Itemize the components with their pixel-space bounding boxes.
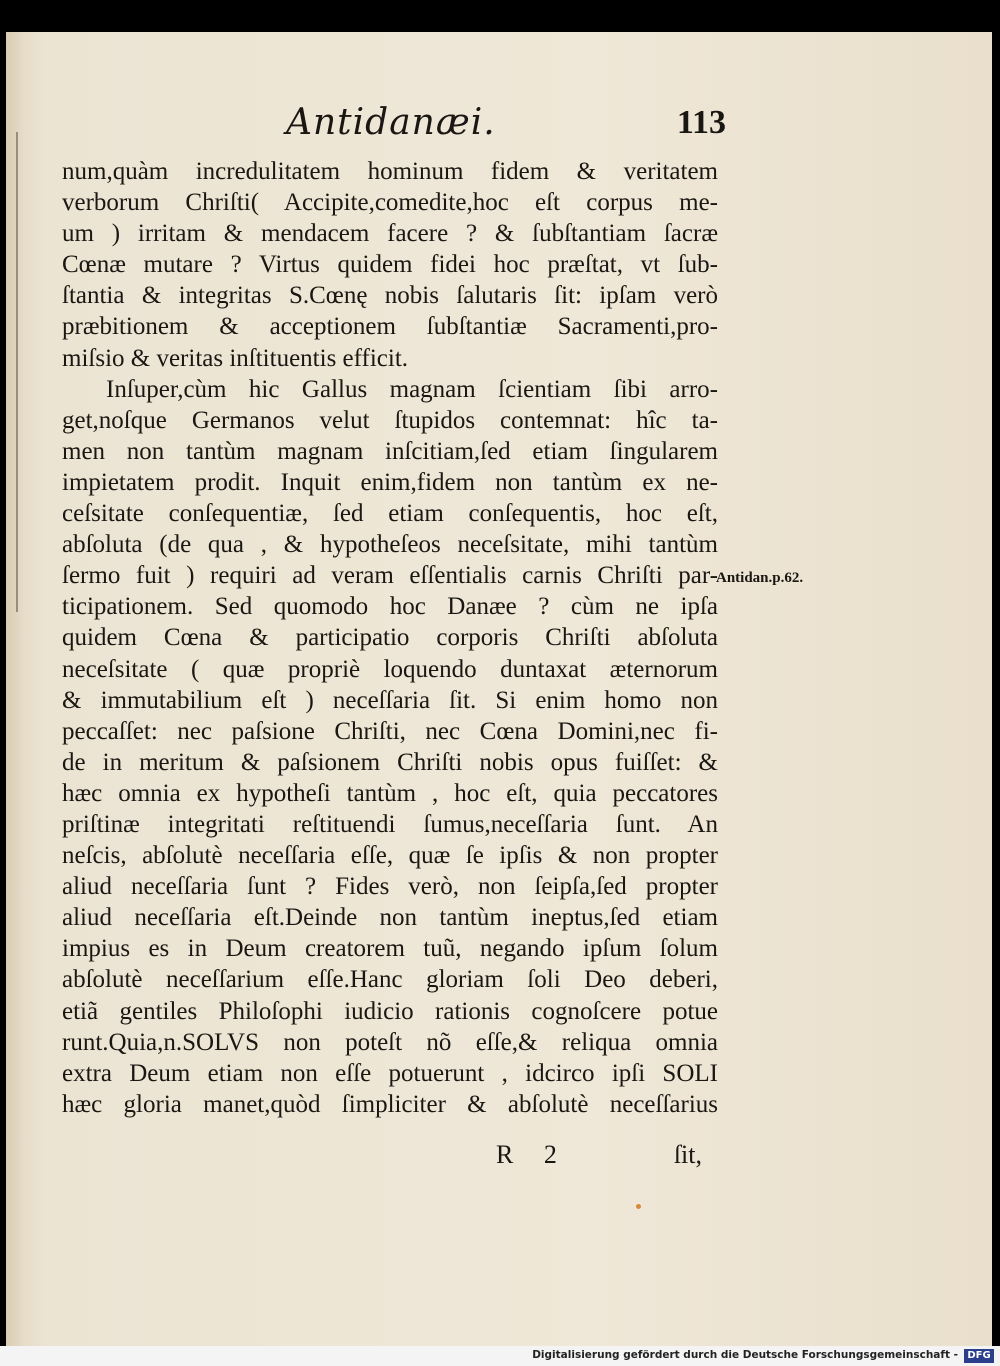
- text-line: etiã gentiles Philoſophi iudicio rationis cognoſcere potue: [62, 997, 718, 1025]
- text-line: men non tantùm magnam inſcitiam,ſed etiam ſingularem: [62, 437, 718, 465]
- running-head: [286, 102, 726, 152]
- text-line: get,noſque Germanos velut ſtupidos contemnat: hîc ta-: [62, 406, 718, 434]
- text-line: priſtinæ integritati reſtituendi ſumus,neceſſaria ſunt. An: [62, 810, 718, 838]
- text-line: runt.Quia,n.SOLVS non poteſt nõ eſſe,& reliqua omnia: [62, 1028, 718, 1056]
- book-page: [6, 32, 992, 1350]
- text-line: extra Deum etiam non eſſe potuerunt , idcirco ipſi SOLI: [62, 1059, 718, 1087]
- text-line: peccaſſet: nec paſsione Chriſti, nec Cœna Domini,nec fi-: [62, 717, 718, 745]
- text-line: impietatem prodit. Inquit enim,fidem non tantùm ex ne-: [62, 468, 718, 496]
- text-line: aliud neceſſaria ſunt ? Fides verò, non ſeipſa,ſed propter: [62, 873, 718, 901]
- folio-number: 113: [676, 104, 726, 141]
- digitization-credit: Digitalisierung gefördert durch die Deutsche Forschungsgemeinschaft -: [532, 1349, 958, 1361]
- text-line: Inſuper,cùm hic Gallus magnam ſcientiam ſibi arro-: [106, 375, 718, 403]
- text-line: aliud neceſſaria eſt.Deinde non tantùm ineptus,ſed etiam: [62, 904, 718, 932]
- text-line: num,quàm incredulitatem hominum fidem & veritatem: [62, 158, 718, 185]
- dfg-logo-icon: DFG: [964, 1349, 994, 1363]
- scan-background: [0, 12, 1000, 1346]
- page-footer: [62, 1140, 702, 1176]
- text-line: miſsio & veritas inſtituentis efficit.: [62, 344, 409, 372]
- text-line: ticipationem. Sed quomodo hoc Danæe ? cùm ne ipſa: [62, 593, 718, 621]
- marginal-note: Antidan.p.62.: [716, 570, 804, 586]
- text-line: neſcis, abſolutè neceſſaria eſſe, quæ ſe ipſis & non propter: [62, 842, 718, 870]
- text-line: ceſsitate conſequentiæ, ſed etiam conſequentis, hoc eſt,: [62, 500, 718, 528]
- text-line: ſtantia & integritas S.Cœnę nobis ſalutaris ſit: ipſam verò: [62, 282, 718, 310]
- text-line: abſolutè neceſſarium eſſe.Hanc gloriam ſoli Deo deberi,: [62, 966, 718, 994]
- text-line: Cœnæ mutare ? Virtus quidem fidei hoc præſtat, vt ſub-: [62, 251, 718, 279]
- text-block: [62, 156, 718, 1120]
- paper-speck: [636, 1204, 641, 1209]
- text-line: ſermo fuit ) requiri ad veram eſſentialis carnis Chriſti par-: [62, 562, 718, 590]
- text-line: hæc gloria manet,quòd ſimpliciter & abſolutè neceſſarius: [62, 1090, 718, 1118]
- catchword: ſit,: [673, 1140, 702, 1169]
- text-line: neceſsitate ( quæ propriè loquendo duntaxat æternorum: [62, 655, 718, 683]
- text-line: impius es in Deum creatorem tuũ, negando ipſum ſolum: [62, 935, 718, 963]
- text-line: hæc omnia ex hypotheſi tantùm , hoc eſt, quia peccatores: [62, 779, 718, 807]
- gutter-shadow: [16, 132, 18, 612]
- text-line: de in meritum & paſsionem Chriſti nobis opus fuiſſet: &: [62, 748, 718, 776]
- text-line: abſoluta (de qua , & hypotheſeos neceſsitate, mihi tantùm: [62, 531, 718, 559]
- signature-mark: R 2: [496, 1140, 569, 1169]
- text-line: præbitionem & acceptionem ſubſtantiæ Sacramenti,pro-: [62, 313, 718, 341]
- credit-bar: [0, 1346, 1000, 1366]
- text-line: quidem Cœna & participatio corporis Chriſti abſoluta: [62, 624, 718, 652]
- text-line: um ) irritam & mendacem facere ? & ſubſtantiam ſacræ: [62, 220, 718, 248]
- text-line: & immutabilium eſt ) neceſſaria ſit. Si enim homo non: [62, 686, 718, 714]
- text-line: verborum Chriſti( Accipite,comedite,hoc eſt corpus me-: [62, 189, 718, 217]
- running-title: Antidanæi.: [286, 102, 496, 143]
